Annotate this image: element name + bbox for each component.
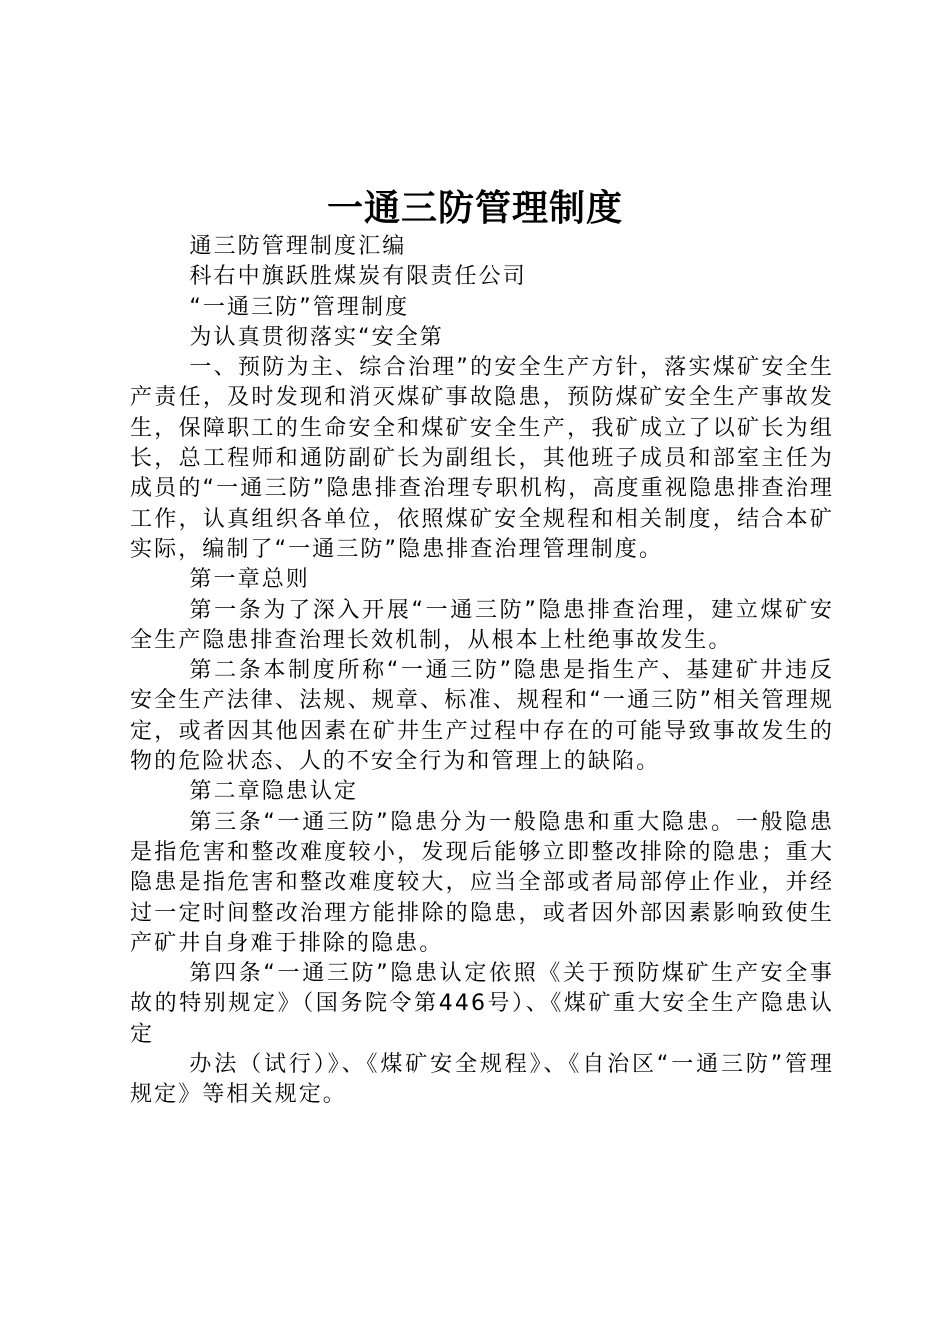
article-4: 第四条“一通三防”隐患认定依照《关于预防煤矿生产安全事故的特别规定》（国务院令第446号）、《煤矿重大安全生产隐患认定	[130, 961, 834, 1047]
chapter-heading-1: 第一章总则	[189, 567, 310, 593]
paragraph-compilation-title: 通三防管理制度汇编	[189, 234, 407, 259]
article-1: 第一条为了深入开展“一通三防”隐患排查治理，建立煤矿安全生产隐患排查治理长效机制，从根本上杜绝事故发生。	[130, 597, 834, 653]
article-4-continued: 办法（试行）》、《煤矿安全规程》、《自治区“一通三防”管理规定》等相关规定。	[130, 1052, 834, 1108]
paragraph-intro-start: 为认真贯彻落实“安全第	[189, 324, 444, 350]
document-title: 一通三防管理制度	[326, 187, 623, 229]
paragraph-intro-body: 一、预防为主、综合治理”的安全生产方针，落实煤矿安全生产责任，及时发现和消灭煤矿事故隐患，预防煤矿安全生产事故发生，保障职工的生命安全和煤矿安全生产，我矿成立了以矿长为组长，总工程师和通防副矿长为副组长，其他班子成员和部室主任为成员的“一通三防”隐患排查治理专职机构，高度重视隐患排查治理工作，认真组织各单位，依照煤矿安全规程和相关制度，结合本矿实际，编制了“一通三防”隐患排查治理管理制度。	[130, 355, 834, 562]
article-2: 第二条本制度所称“一通三防”隐患是指生产、基建矿井违反安全生产法律、法规、规章、标准、规程和“一通三防”相关管理规定，或者因其他因素在矿井生产过程中存在的可能导致事故发生的物的危险状态、人的不安全行为和管理上的缺陷。	[130, 658, 834, 775]
chapter-heading-2: 第二章隐患认定	[189, 779, 359, 805]
paragraph-company-name: 科右中旗跃胜煤炭有限责任公司	[189, 264, 527, 290]
article-3: 第三条“一通三防”隐患分为一般隐患和重大隐患。一般隐患是指危害和整改难度较小，发现后能够立即整改排除的隐患；重大隐患是指危害和整改难度较大，应当全部或者局部停止作业，并经过一定时间整改治理方能排除的隐患，或者因外部因素影响致使生产矿井自身难于排除的隐患。	[130, 809, 834, 956]
document-body	[130, 232, 834, 1111]
paragraph-system-title: “一通三防”管理制度	[189, 294, 410, 320]
